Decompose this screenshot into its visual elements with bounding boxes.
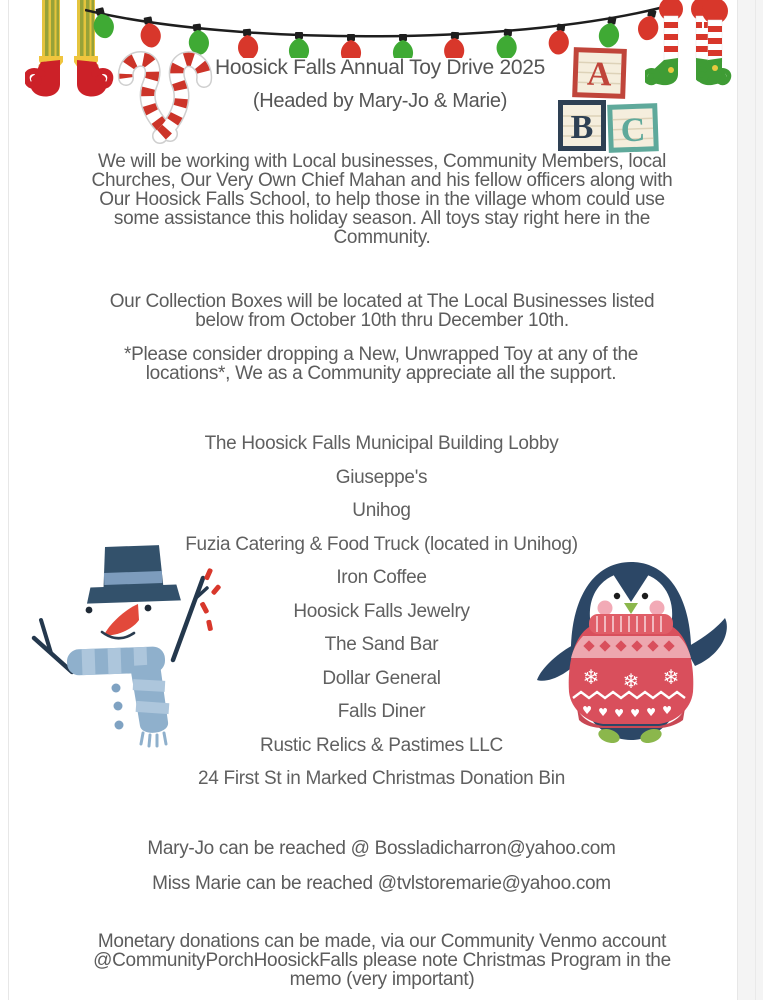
svg-text:♥: ♥ — [582, 704, 592, 717]
intro-paragraph: We will be working with Local businesses, Community Members, local Churches, Our Very Own Chief Mahan and his fellow officers along with Our Hoosick Falls School, to help those in the village whom could use some assistance this holiday season. All toys stay right here in the Community. — [91, 151, 673, 248]
svg-text:♥: ♥ — [646, 706, 656, 719]
location-item: Dollar General — [322, 667, 441, 689]
penguin-icon — [525, 550, 730, 748]
contact-info — [80, 831, 683, 901]
elf-leg-edge-icon — [696, 0, 736, 90]
svg-text:❄: ❄ — [662, 665, 680, 689]
page-left-edge-line — [8, 0, 9, 1000]
block-letter-b: B — [570, 109, 594, 146]
flyer-title: Hoosick Falls Annual Toy Drive 2025 — [215, 56, 545, 79]
location-item: Hoosick Falls Jewelry — [293, 600, 470, 622]
location-item: Falls Diner — [337, 701, 426, 722]
page-right-edge-line — [737, 0, 738, 1000]
collection-boxes-paragraph: Our Collection Boxes will be located at The Local Businesses listed below from October 10th thru December 10th. — [109, 291, 655, 331]
location-item: Fuzia Catering & Food Truck (located in Unihog) — [185, 533, 578, 555]
contact-maryjo-line: Mary-Jo can be reached @ Bossladicharron@yahoo.com — [147, 838, 616, 859]
block-letter-a: A — [586, 55, 613, 94]
location-item: Giuseppe's — [335, 466, 428, 488]
location-item: Unihog — [352, 500, 411, 521]
svg-text:♥: ♥ — [630, 707, 640, 720]
snowman-icon — [30, 540, 235, 758]
location-item: 24 First St in Marked Christmas Donation Bin — [198, 768, 565, 789]
page-right-margin-line — [755, 0, 756, 1000]
svg-text:❄: ❄ — [582, 665, 600, 689]
location-item: The Sand Bar — [324, 634, 439, 655]
location-item: Iron Coffee — [336, 567, 427, 588]
contact-marie-line: Miss Marie can be reached @tvlstoremarie@yahoo.com — [152, 873, 611, 894]
flyer-subtitle: (Headed by Mary-Jo & Marie) — [252, 90, 508, 112]
page-right-margin — [738, 0, 763, 1000]
location-item: The Hoosick Falls Municipal Building Lobby — [204, 433, 559, 454]
drop-request-paragraph: *Please consider dropping a New, Unwrapped Toy at any of the locations*, We as a Community appreciate all the support. — [124, 344, 638, 384]
svg-text:❄: ❄ — [622, 669, 640, 693]
svg-text:♥: ♥ — [662, 704, 672, 717]
venmo-donation-paragraph: Monetary donations can be made, via our Community Venmo account @CommunityPorchHoosickFalls please note Christmas Program in the memo (very important) — [93, 931, 677, 990]
block-letter-c: C — [620, 111, 647, 150]
svg-text:♥: ♥ — [598, 706, 608, 719]
svg-text:♥: ♥ — [614, 707, 624, 720]
location-item: Rustic Relics & Pastimes LLC — [260, 734, 503, 756]
